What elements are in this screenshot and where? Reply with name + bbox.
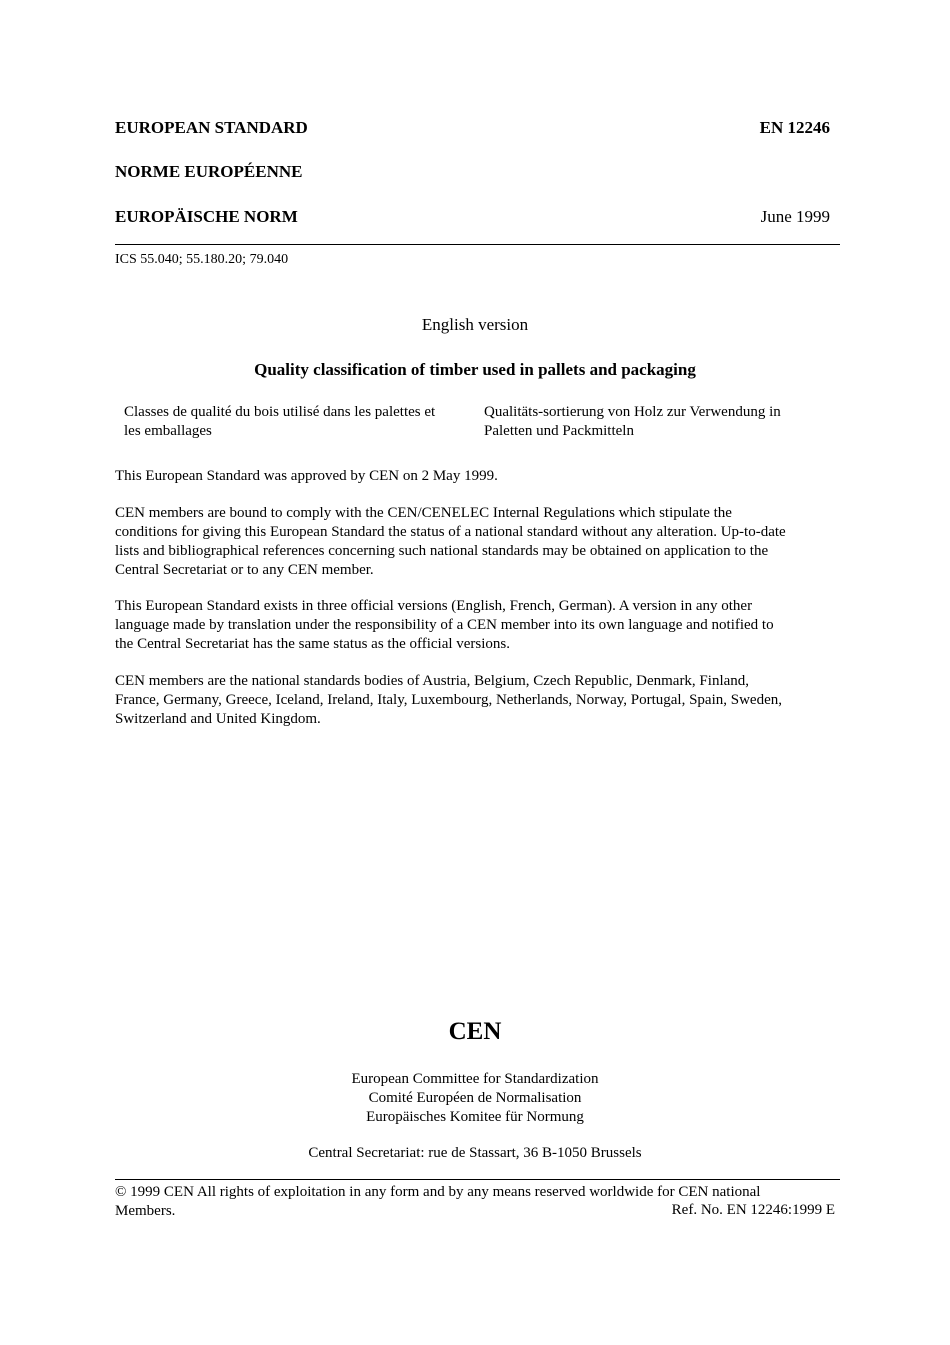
alt-title-de bbox=[484, 403, 781, 441]
secretariat-address: Central Secretariat: rue de Stassart, 36 B-1050 Brussels bbox=[308, 1145, 642, 1161]
paragraph-line: Central Secretariat or to any CEN member. bbox=[115, 562, 374, 578]
copyright-notice bbox=[115, 1183, 760, 1221]
org-acronym: CEN bbox=[448, 1018, 502, 1045]
paragraph-line: CEN members are bound to comply with the CEN/CENELEC Internal Regulations which stipulate the bbox=[115, 505, 732, 521]
ics-codes: ICS 55.040; 55.180.20; 79.040 bbox=[115, 252, 289, 267]
footer-divider bbox=[115, 1179, 840, 1180]
paragraph-line: This European Standard exists in three official versions (English, French, German). A version in any other bbox=[115, 598, 753, 614]
alt-title-de-line: Qualitäts-sortierung von Holz zur Verwendung in bbox=[484, 404, 781, 420]
paragraph-compliance bbox=[115, 504, 840, 580]
header-divider bbox=[115, 244, 840, 245]
paragraph-line: conditions for giving this European Standard the status of a national standard without any alteration. Up-to-date bbox=[115, 524, 786, 540]
standard-title-en: EUROPEAN STANDARD bbox=[115, 118, 308, 137]
paragraph-line: the Central Secretariat has the same status as the official versions. bbox=[115, 636, 511, 652]
standard-number: EN 12246 bbox=[759, 118, 830, 137]
paragraph-line: Switzerland and United Kingdom. bbox=[115, 711, 321, 727]
paragraph-line: France, Germany, Greece, Iceland, Ireland, Italy, Luxembourg, Netherlands, Norway, Portugal, Spain, Sweden, bbox=[115, 692, 782, 708]
alt-title-de-line: Paletten und Packmitteln bbox=[484, 423, 634, 439]
paragraph-versions bbox=[115, 597, 840, 654]
copyright-line: © 1999 CEN All rights of exploitation in any form and by any means reserved worldwide for CEN national bbox=[115, 1184, 761, 1200]
approval-statement bbox=[115, 467, 840, 486]
version-label: English version bbox=[421, 315, 529, 334]
alt-title-fr bbox=[124, 403, 435, 441]
org-names bbox=[0, 1070, 950, 1127]
alt-title-fr-line: Classes de qualité du bois utilisé dans les palettes et bbox=[124, 404, 436, 420]
standard-title-fr: NORME EUROPÉENNE bbox=[115, 162, 303, 181]
publication-date: June 1999 bbox=[760, 207, 830, 226]
org-name-en: European Committee for Standardization bbox=[351, 1071, 599, 1087]
reference-number: Ref. No. EN 12246:1999 E bbox=[671, 1202, 835, 1218]
approval-line: This European Standard was approved by CEN on 2 May 1999. bbox=[115, 468, 498, 484]
paragraph-members bbox=[115, 672, 840, 729]
standard-title-de: EUROPÄISCHE NORM bbox=[115, 207, 298, 226]
org-name-de: Europäisches Komitee für Normung bbox=[366, 1109, 584, 1125]
paragraph-line: CEN members are the national standards bodies of Austria, Belgium, Czech Republic, Denmark, Finland, bbox=[115, 673, 750, 689]
org-name-fr: Comité Européen de Normalisation bbox=[368, 1090, 582, 1106]
document-title: Quality classification of timber used in pallets and packaging bbox=[254, 360, 696, 379]
paragraph-line: language made by translation under the responsibility of a CEN member into its own language and notified to bbox=[115, 617, 774, 633]
copyright-line: Members. bbox=[115, 1203, 176, 1219]
paragraph-line: lists and bibliographical references concerning such national standards may be obtained on application to the bbox=[115, 543, 769, 559]
alt-title-fr-line: les emballages bbox=[124, 423, 212, 439]
